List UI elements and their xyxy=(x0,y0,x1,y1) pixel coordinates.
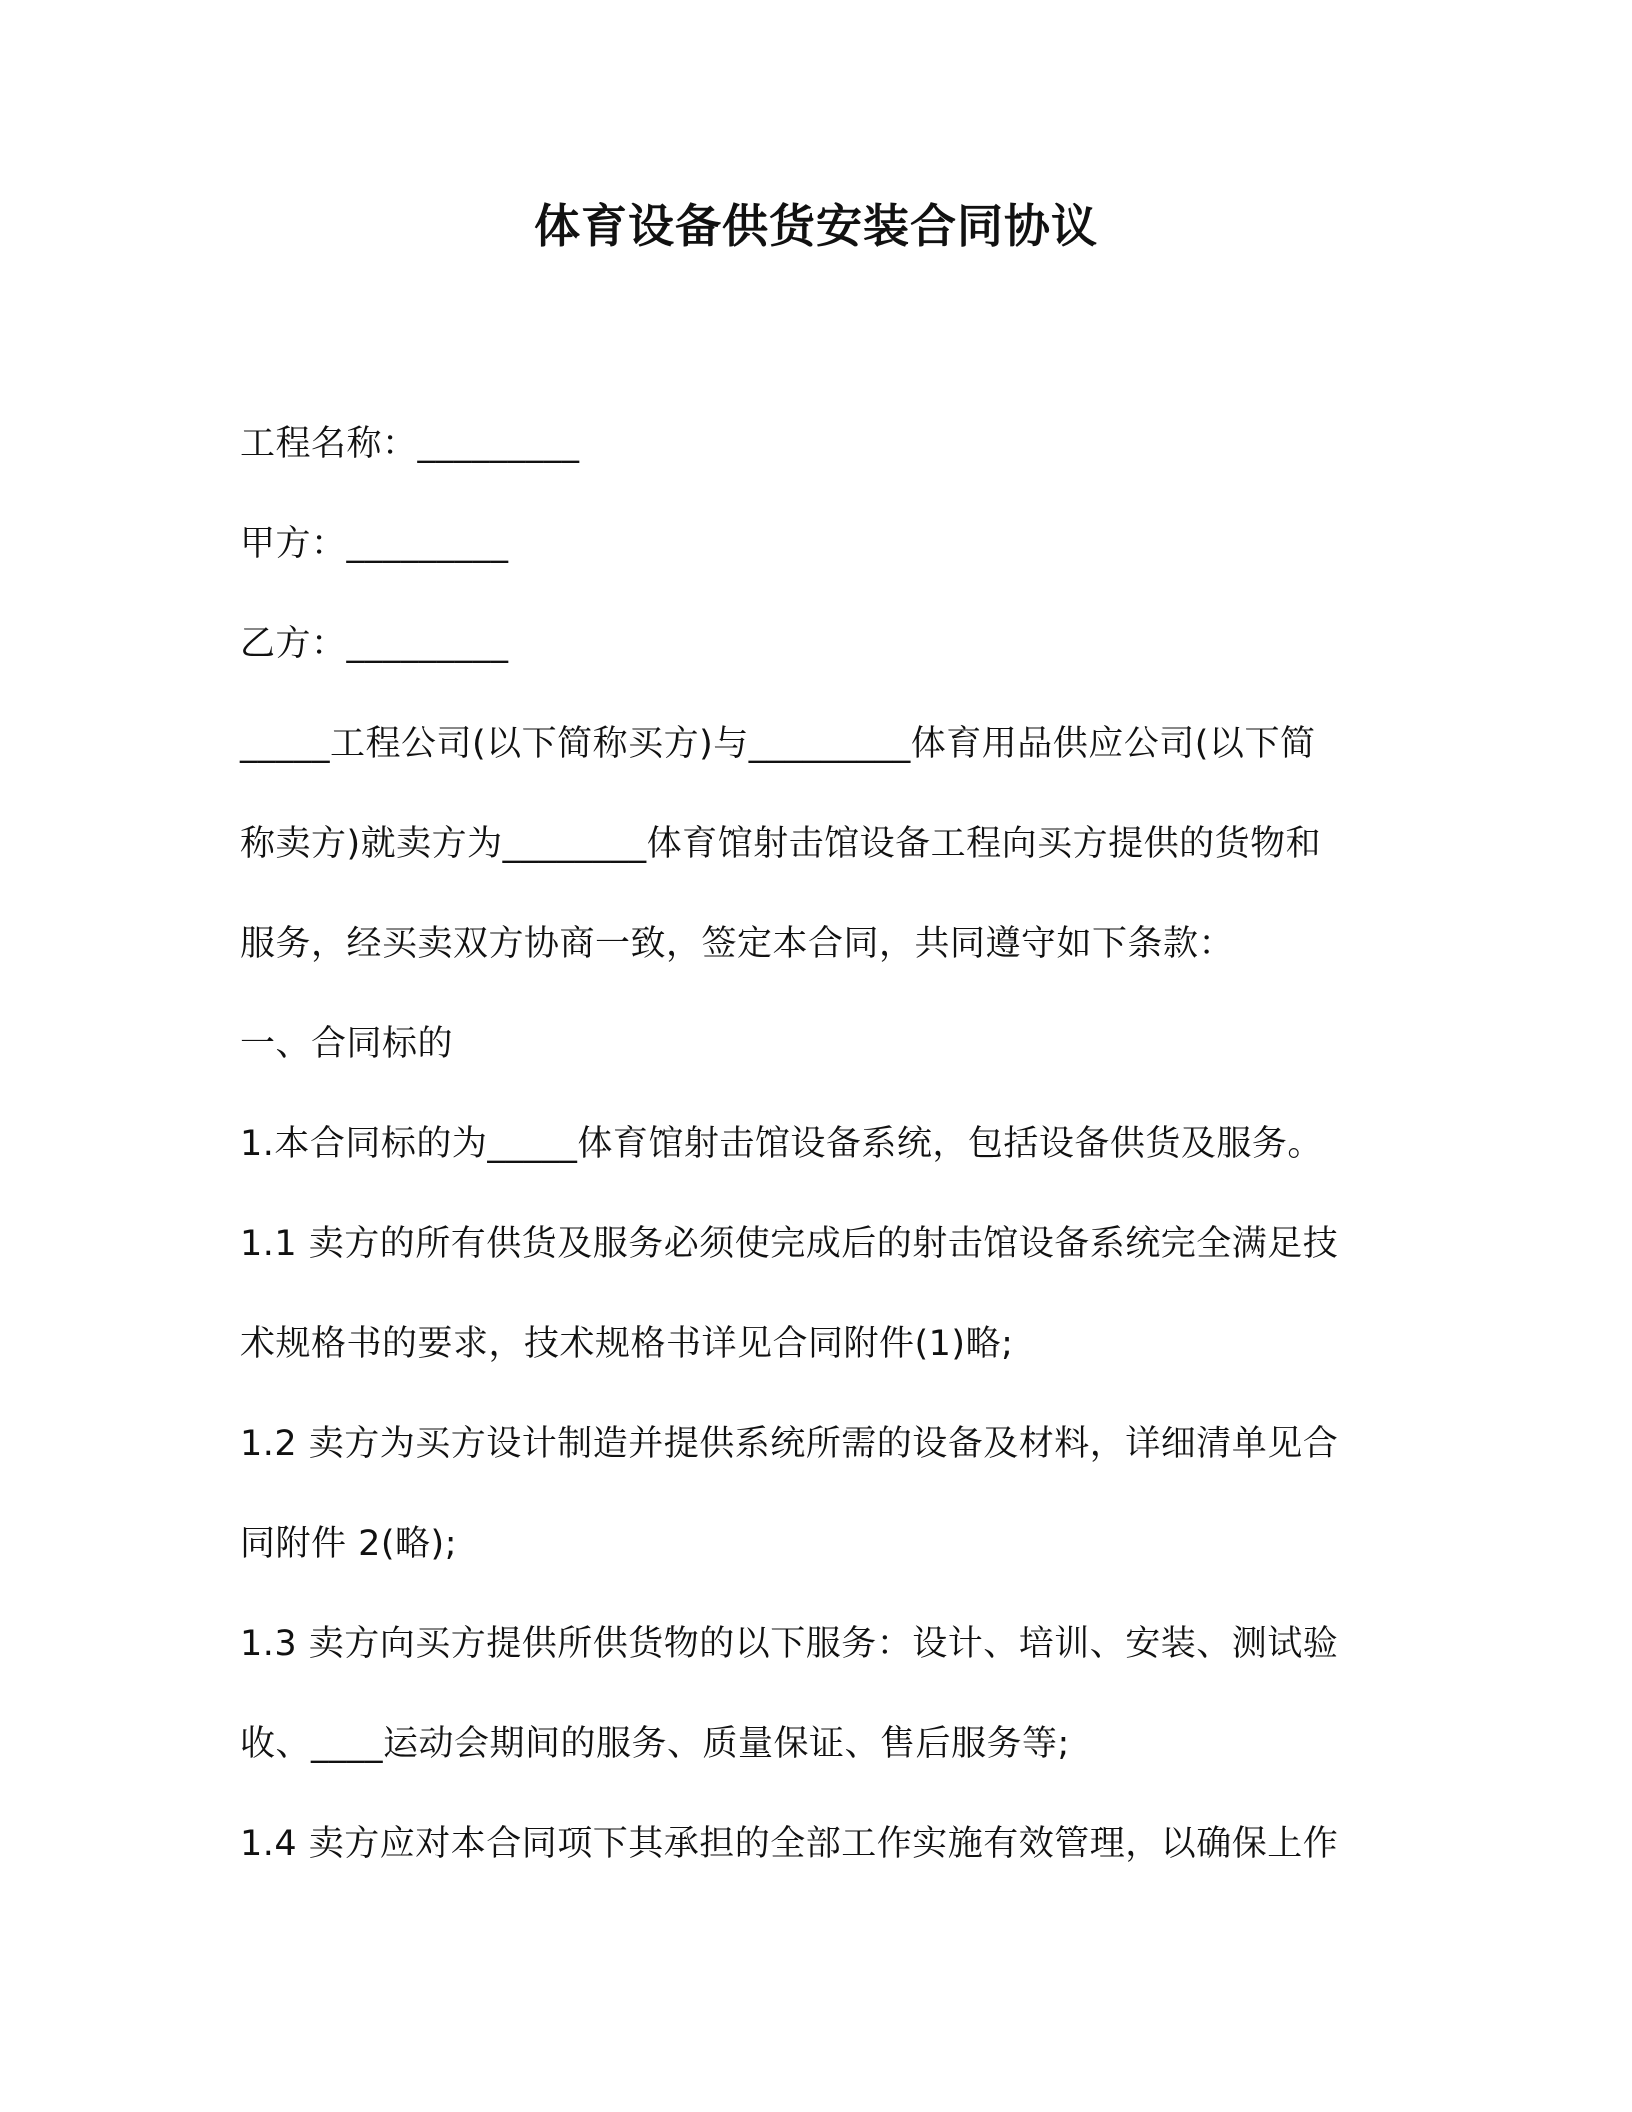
project-name-line: 工程名称：_________ xyxy=(240,424,580,464)
party-a-line: 甲方：_________ xyxy=(240,524,509,564)
document-title: 体育设备供货安装合同协议 xyxy=(534,199,1098,253)
clause-1-3-line-2: 收、____运动会期间的服务、质量保证、售后服务等; xyxy=(240,1724,1070,1764)
party-b-line: 乙方：_________ xyxy=(240,624,509,664)
clause-1-1-line-2: 术规格书的要求，技术规格书详见合同附件(1)略; xyxy=(240,1324,1014,1364)
clause-1-4-line-1: 1.4 卖方应对本合同项下其承担的全部工作实施有效管理，以确保上作 xyxy=(240,1824,1339,1864)
clause-1-1-line-1: 1.1 卖方的所有供货及服务必须使完成后的射击馆设备系统完全满足技 xyxy=(240,1224,1339,1264)
section-heading-contract-subject: 一、合同标的 xyxy=(240,1024,454,1064)
clause-1-3-line-1: 1.3 卖方向买方提供所供货物的以下服务：设计、培训、安装、测试验 xyxy=(240,1624,1339,1664)
intro-paragraph-line-3: 服务，经买卖双方协商一致，签定本合同，共同遵守如下条款： xyxy=(240,924,1235,964)
intro-paragraph-line-2: 称卖方)就卖方为________体育馆射击馆设备工程向买方提供的货物和 xyxy=(240,824,1322,864)
intro-paragraph-line-1: _____工程公司(以下简称买方)与_________体育用品供应公司(以下简 xyxy=(240,724,1316,764)
clause-1-2-line-2: 同附件 2(略); xyxy=(240,1524,457,1564)
clause-1-2-line-1: 1.2 卖方为买方设计制造并提供系统所需的设备及材料，详细清单见合 xyxy=(240,1424,1339,1464)
clause-1-line: 1.本合同标的为_____体育馆射击馆设备系统，包括设备供货及服务。 xyxy=(240,1124,1323,1164)
